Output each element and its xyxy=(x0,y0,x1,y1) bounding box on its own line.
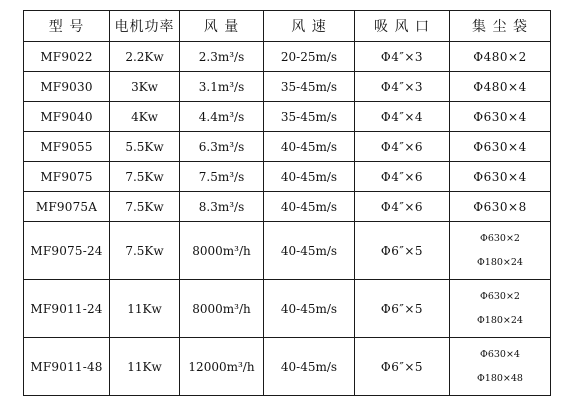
dust-bag-line: Φ630×4 xyxy=(480,348,520,360)
header-power: 电机功率 xyxy=(110,11,180,42)
table-row xyxy=(24,338,551,396)
power-cell: 4Kw xyxy=(110,102,180,132)
airflow-cell: 2.3m³/s xyxy=(180,42,264,72)
dust-bag-line: Φ180×48 xyxy=(477,372,523,384)
table-row xyxy=(24,102,551,132)
header-dust-bag: 集 尘 袋 xyxy=(450,11,551,42)
model-cell: MF9011-48 xyxy=(24,338,110,396)
dust-bag-cell: Φ480×2 xyxy=(450,42,551,72)
header-model: 型 号 xyxy=(24,11,110,42)
power-cell: 7.5Kw xyxy=(110,162,180,192)
power-cell: 7.5Kw xyxy=(110,192,180,222)
airflow-cell: 8000m³/h xyxy=(180,280,264,338)
spec-table xyxy=(23,10,551,396)
header-airflow: 风 量 xyxy=(180,11,264,42)
inlet-cell: Φ4″×4 xyxy=(355,102,450,132)
inlet-cell: Φ6″×5 xyxy=(355,280,450,338)
speed-cell: 40-45m/s xyxy=(264,132,355,162)
header-speed: 风 速 xyxy=(264,11,355,42)
speed-cell: 35-45m/s xyxy=(264,72,355,102)
model-cell: MF9075A xyxy=(24,192,110,222)
power-cell: 11Kw xyxy=(110,280,180,338)
dust-bag-cell: Φ630×4 xyxy=(450,162,551,192)
model-cell: MF9011-24 xyxy=(24,280,110,338)
table-row xyxy=(24,72,551,102)
dust-bag-line: Φ180×24 xyxy=(477,256,523,268)
inlet-cell: Φ6″×5 xyxy=(355,222,450,280)
dust-bag-cell: Φ630×8 xyxy=(450,192,551,222)
table-row xyxy=(24,222,551,280)
dust-bag-line: Φ630×2 xyxy=(480,290,520,302)
dust-bag-line: Φ630×2 xyxy=(480,232,520,244)
dust-bag-cell: Φ630×4 xyxy=(450,102,551,132)
dust-bag-cell xyxy=(450,222,551,280)
airflow-cell: 12000m³/h xyxy=(180,338,264,396)
power-cell: 3Kw xyxy=(110,72,180,102)
inlet-cell: Φ4″×3 xyxy=(355,42,450,72)
airflow-cell: 8000m³/h xyxy=(180,222,264,280)
model-cell: MF9030 xyxy=(24,72,110,102)
table-row xyxy=(24,132,551,162)
speed-cell: 20-25m/s xyxy=(264,42,355,72)
speed-cell: 35-45m/s xyxy=(264,102,355,132)
header-row xyxy=(24,11,551,42)
dust-bag-line: Φ180×24 xyxy=(477,314,523,326)
speed-cell: 40-45m/s xyxy=(264,338,355,396)
header-inlet: 吸 风 口 xyxy=(355,11,450,42)
table-row xyxy=(24,192,551,222)
model-cell: MF9075 xyxy=(24,162,110,192)
model-cell: MF9055 xyxy=(24,132,110,162)
airflow-cell: 8.3m³/s xyxy=(180,192,264,222)
inlet-cell: Φ6″×5 xyxy=(355,338,450,396)
model-cell: MF9022 xyxy=(24,42,110,72)
inlet-cell: Φ4″×6 xyxy=(355,132,450,162)
power-cell: 2.2Kw xyxy=(110,42,180,72)
airflow-cell: 4.4m³/s xyxy=(180,102,264,132)
power-cell: 11Kw xyxy=(110,338,180,396)
speed-cell: 40-45m/s xyxy=(264,192,355,222)
power-cell: 7.5Kw xyxy=(110,222,180,280)
dust-bag-cell xyxy=(450,338,551,396)
dust-bag-cell: Φ480×4 xyxy=(450,72,551,102)
table-row xyxy=(24,42,551,72)
inlet-cell: Φ4″×6 xyxy=(355,192,450,222)
model-cell: MF9075-24 xyxy=(24,222,110,280)
inlet-cell: Φ4″×3 xyxy=(355,72,450,102)
table-row xyxy=(24,162,551,192)
speed-cell: 40-45m/s xyxy=(264,222,355,280)
airflow-cell: 6.3m³/s xyxy=(180,132,264,162)
inlet-cell: Φ4″×6 xyxy=(355,162,450,192)
dust-bag-cell xyxy=(450,280,551,338)
table-row xyxy=(24,280,551,338)
speed-cell: 40-45m/s xyxy=(264,280,355,338)
airflow-cell: 7.5m³/s xyxy=(180,162,264,192)
model-cell: MF9040 xyxy=(24,102,110,132)
speed-cell: 40-45m/s xyxy=(264,162,355,192)
power-cell: 5.5Kw xyxy=(110,132,180,162)
dust-bag-cell: Φ630×4 xyxy=(450,132,551,162)
airflow-cell: 3.1m³/s xyxy=(180,72,264,102)
